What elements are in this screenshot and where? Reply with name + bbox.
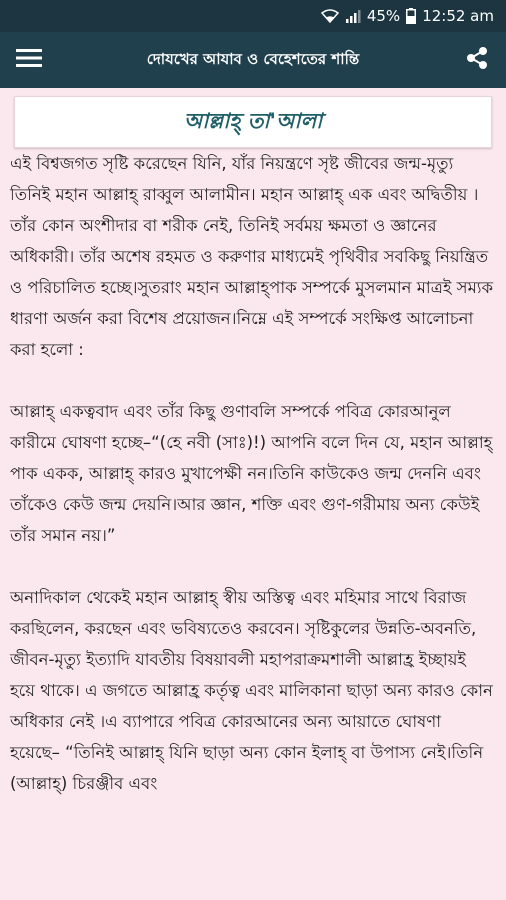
article-heading-card	[14, 96, 492, 148]
battery-icon	[406, 8, 416, 24]
wifi-icon	[321, 9, 339, 23]
share-button[interactable]	[448, 32, 506, 88]
article-heading: আল্লাহ্ তা'আলা	[183, 108, 323, 133]
battery-percent: 45%	[366, 7, 401, 25]
article-content[interactable]	[0, 88, 506, 900]
menu-button[interactable]	[0, 32, 58, 88]
app-bar	[0, 32, 506, 88]
status-bar	[0, 0, 506, 32]
share-icon	[466, 46, 488, 74]
clock: 12:52 am	[422, 7, 494, 25]
signal-icon	[345, 9, 361, 23]
app-title: দোযখের আযাব ও বেহেশতের শান্তি	[146, 49, 360, 68]
article-paragraph: অনাদিকাল থেকেই মহান আল্লাহ্ স্বীয় অস্তিত্ব এবং মহিমার সাথে বিরাজ করছিলেন, করছেন এবং ভবিষ্যতেও করবেন। সৃষ্টিকুলের উন্নতি-অবনতি, জীবন-মৃত্যু ইত্যাদি যাবতীয় বিষয়াবলী মহাপরাক্রমশালী আল্লাহ্র ইচ্ছায়ই হয়ে থাকে। এ জগতে আল্লাহ্র কর্তৃত্ব এবং মালিকানা ছাড়া অন্য কারও কোন অধিকার নেই ।এ ব্যাপারে পবিত্র কোরআনের অন্য আয়াতে ঘোষণা হয়েছে– “তিনিই আল্লাহ্ যিনি ছাড়া অন্য কোন ইলাহ্ বা উপাস্য নেই।তিনি (আল্লাহ্) চিরঞ্জীব এবং	[10, 588, 493, 793]
menu-icon	[16, 48, 42, 72]
article-body	[0, 148, 506, 799]
article-paragraph: এই বিশ্বজগত সৃষ্টি করেছেন যিনি, যাঁর নিয়ন্ত্রণে সৃষ্ট জীবের জন্ম-মৃত্যু তিনিই মহান আল্লাহ্ রাব্বুল আলামীন। মহান আল্লাহ্ এক এবং অদ্বিতীয় ।তাঁর কোন অংশীদার বা শরীক নেই, তিনিই সর্বময় ক্ষমতা ও জ্ঞানের অধিকারী। তাঁর অশেষ রহমত ও করুণার মাধ্যমেই পৃথিবীর সবকিছু নিয়ন্ত্রিত ও পরিচালিত হচ্ছে।সুতরাং মহান আল্লাহ্পাক সম্পর্কে মুসলমান মাত্রই সম্যক ধারণা অর্জন করা বিশেষ প্রয়োজন।নিম্নে এই সম্পর্কে সংক্ষিপ্ত আলোচনা করা হলো :	[10, 154, 494, 359]
article-paragraph: আল্লাহ্ একত্ববাদ এবং তাঁর কিছু গুণাবলি সম্পর্কে পবিত্র কোরআনুল কারীমে ঘোষণা হচ্ছে–“(হে নবী (সাঃ)!) আপনি বলে দিন যে, মহান আল্লাহ্ পাক একক, আল্লাহ্ কারও মুখাপেক্ষী নন।তিনি কাউকেও জন্ম দেননি এবং তাঁকেও কেউ জন্ম দেয়নি।আর জ্ঞান, শক্তি এবং গুণ-গরীমায় অন্য কেউই তাঁর সমান নয়।”	[10, 402, 493, 545]
